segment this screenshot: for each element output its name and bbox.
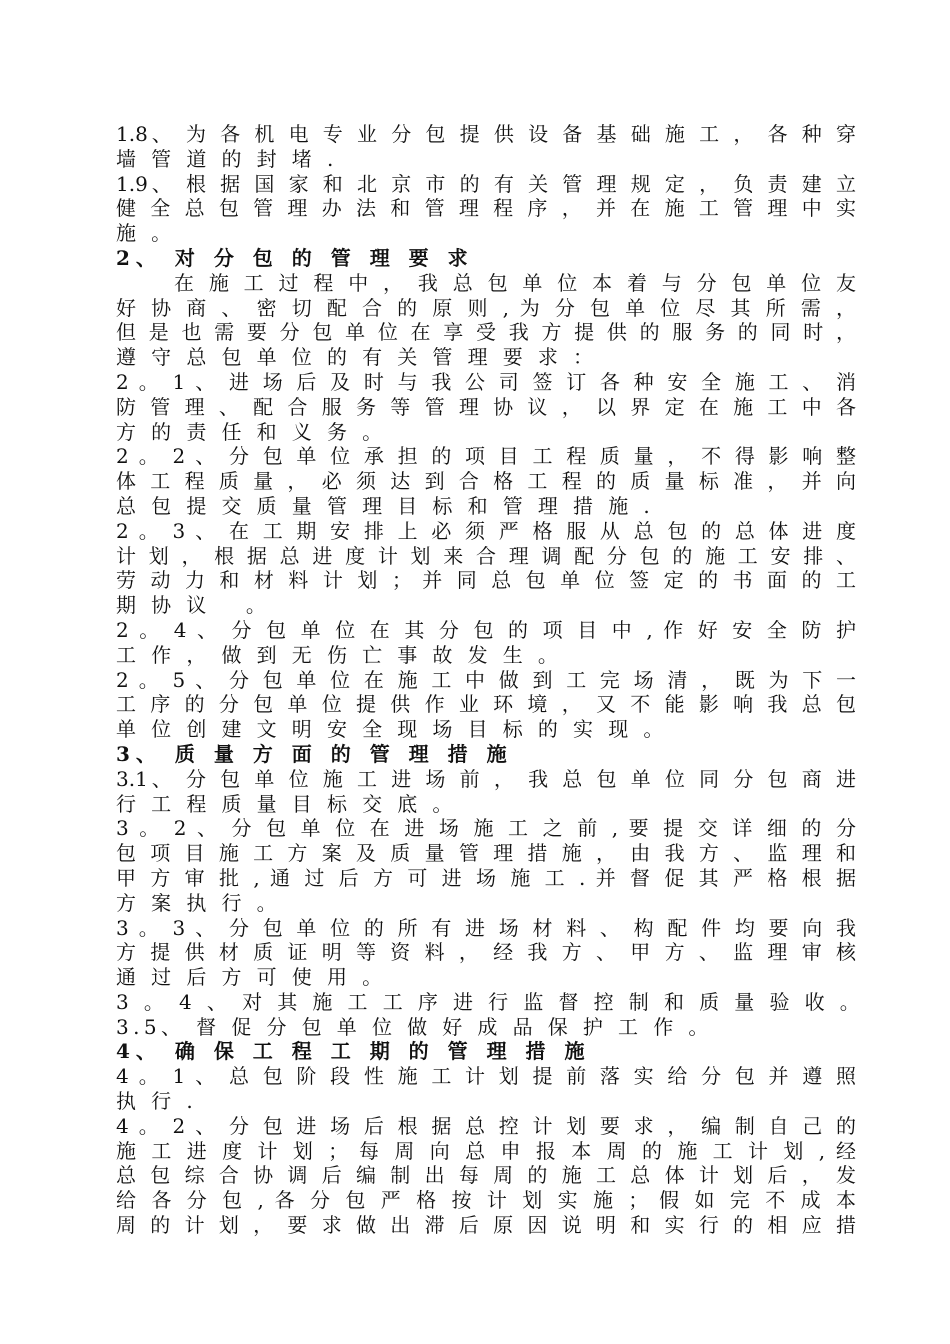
text-line: 3.1、 分 包 单 位 施 工 进 场 前 ， 我 总 包 单 位 同 分 包 商 进 bbox=[116, 766, 856, 791]
text-line: 1.9、 根 据 国 家 和 北 京 市 的 有 关 管 理 规 定 ， 负 责 建 立 bbox=[116, 171, 856, 196]
text-line: 周 的 计 划 ， 要 求 做 出 滞 后 原 因 说 明 和 实 行 的 相 应 措 bbox=[116, 1213, 856, 1238]
section-heading: 4、 确 保 工 程 工 期 的 管 理 措 施 bbox=[116, 1039, 591, 1064]
text-line: 体 工 程 质 量 ， 必 须 达 到 合 格 工 程 的 质 量 标 准 ， 并 向 bbox=[116, 469, 856, 494]
text-line: 工 序 的 分 包 单 位 提 供 作 业 环 境 ， 又 不 能 影 响 我 总 包 bbox=[116, 692, 856, 717]
text-line: 包 项 目 施 工 方 案 及 质 量 管 理 措 施 ， 由 我 方 、 监 理 和 bbox=[116, 841, 856, 866]
text-line: 计 划 ， 根 据 总 进 度 计 划 来 合 理 调 配 分 包 的 施 工 安 排 、 bbox=[116, 543, 856, 568]
text-line: 3 。 2 、 分 包 单 位 在 进 场 施 工 之 前 , 要 提 交 详 细 的 分 bbox=[116, 816, 856, 841]
text-line: 通 过 后 方 可 使 用 。 bbox=[116, 965, 387, 990]
text-line: 防 管 理 、 配 合 服 务 等 管 理 协 议 ， 以 界 定 在 施 工 中 各 bbox=[116, 394, 856, 419]
section-heading: 2、 对 分 包 的 管 理 要 求 bbox=[116, 245, 474, 270]
text-line: 2 。 2 、 分 包 单 位 承 担 的 项 目 工 程 质 量 ， 不 得 影 响 整 bbox=[116, 444, 856, 469]
text-line: 方 的 责 任 和 义 务 。 bbox=[116, 419, 387, 444]
text-line: 4 。 1 、 总 包 阶 段 性 施 工 计 划 提 前 落 实 给 分 包 并 遵 照 bbox=[116, 1064, 856, 1089]
text-line: 2 。 4 、 分 包 单 位 在 其 分 包 的 项 目 中 , 作 好 安 全 防 护 bbox=[116, 617, 856, 642]
text-line: 3 。 3 、 分 包 单 位 的 所 有 进 场 材 料 、 构 配 件 均 要 向 我 bbox=[116, 915, 856, 940]
text-line: 1.8、 为 各 机 电 专 业 分 包 提 供 设 备 基 础 施 工 ， 各 种 穿 bbox=[116, 122, 856, 146]
text-line: 总 包 提 交 质 量 管 理 目 标 和 管 理 措 施 . bbox=[116, 493, 655, 518]
text-line: 2 。 5 、 分 包 单 位 在 施 工 中 做 到 工 完 场 清 ， 既 为 下 一 bbox=[116, 667, 856, 692]
text-line: 总 包 综 合 协 调 后 编 制 出 每 周 的 施 工 总 体 计 划 后 ， 发 bbox=[116, 1163, 856, 1188]
text-line: 执 行 . bbox=[116, 1089, 198, 1114]
text-line: 方 案 执 行 。 bbox=[116, 890, 282, 915]
text-line: 单 位 创 建 文 明 安 全 现 场 目 标 的 实 现 。 bbox=[116, 717, 668, 742]
text-line: 墙 管 道 的 封 堵 . bbox=[116, 146, 338, 171]
text-line: 3.5、 督 促 分 包 单 位 做 好 成 品 保 护 工 作 。 bbox=[116, 1014, 713, 1039]
text-line: 4 。 2 、 分 包 进 场 后 根 据 总 控 计 划 要 求 ， 编 制 自 己 的 bbox=[116, 1113, 856, 1138]
text-line: 3 。 4 、 对 其 施 工 工 序 进 行 监 督 控 制 和 质 量 验 收 。 bbox=[116, 989, 865, 1014]
text-line: 施 。 bbox=[116, 221, 176, 246]
text-line: 方 提 供 材 质 证 明 等 资 料 ， 经 我 方 、 甲 方 、 监 理 审 核 bbox=[116, 940, 856, 965]
text-line: 2 。 1 、 进 场 后 及 时 与 我 公 司 签 订 各 种 安 全 施 工 、 消 bbox=[116, 369, 856, 394]
text-line: 但 是 也 需 要 分 包 单 位 在 享 受 我 方 提 供 的 服 务 的 同 时 ， bbox=[116, 320, 856, 345]
text-line: 施 工 进 度 计 划 ； 每 周 向 总 申 报 本 周 的 施 工 计 划 , 经 bbox=[116, 1138, 856, 1163]
text-line: 工 作 ， 做 到 无 伤 亡 事 故 发 生 。 bbox=[116, 642, 563, 667]
text-line: 甲 方 审 批 , 通 过 后 方 可 进 场 施 工 . 并 督 促 其 严 格 根 据 bbox=[116, 865, 856, 890]
text-line: 在 施 工 过 程 中 ， 我 总 包 单 位 本 着 与 分 包 单 位 友 bbox=[174, 270, 856, 295]
section-heading: 3、 质 量 方 面 的 管 理 措 施 bbox=[116, 741, 513, 766]
text-line: 行 工 程 质 量 目 标 交 底 。 bbox=[116, 791, 457, 816]
text-line: 遵 守 总 包 单 位 的 有 关 管 理 要 求 ： bbox=[116, 345, 598, 370]
text-line: 健 全 总 包 管 理 办 法 和 管 理 程 序 ， 并 在 施 工 管 理 中 实 bbox=[116, 196, 856, 221]
text-line: 劳 动 力 和 材 料 计 划 ； 并 同 总 包 单 位 签 定 的 书 面 的 工 bbox=[116, 568, 856, 593]
text-line: 给 各 分 包 , 各 分 包 严 格 按 计 划 实 施 ； 假 如 完 不 成 本 bbox=[116, 1188, 856, 1213]
document-body bbox=[116, 122, 865, 1238]
text-line: 2 。 3 、 在 工 期 安 排 上 必 须 严 格 服 从 总 包 的 总 体 进 度 bbox=[116, 518, 856, 543]
text-line: 期 协 议 。 bbox=[116, 593, 271, 618]
text-line: 好 协 商 、 密 切 配 合 的 原 则 , 为 分 包 单 位 尽 其 所 需 ， bbox=[116, 295, 856, 320]
